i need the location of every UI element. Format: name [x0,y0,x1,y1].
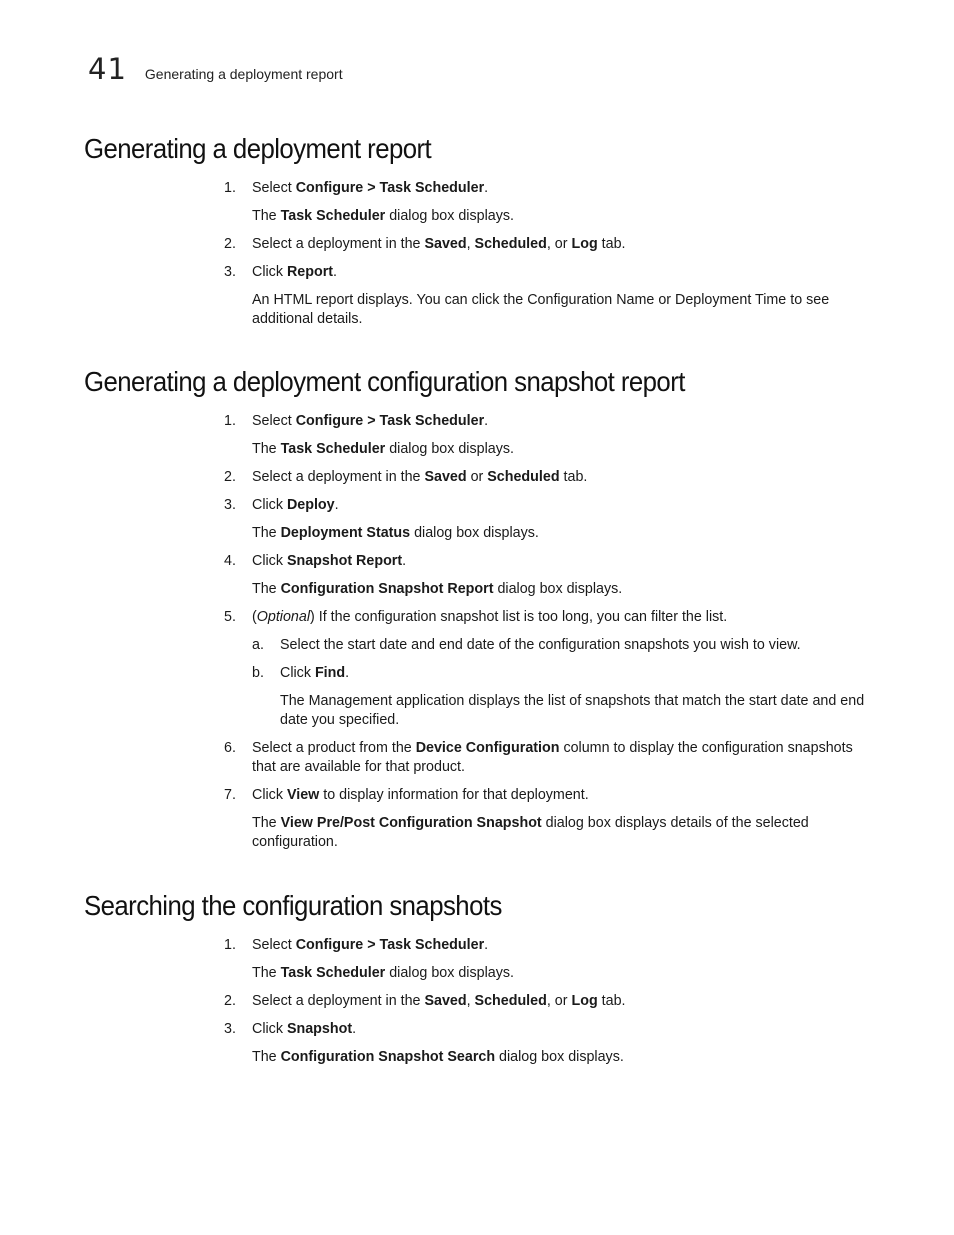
step-item: 3. Click Snapshot. [224,1021,357,1037]
step-item: 2. Select a deployment in the Saved, Scheduled, or Log tab. [224,993,626,1009]
step-item: 3. Click Report. [224,264,338,280]
step-item: 1. Select Configure > Task Scheduler. [224,180,489,196]
substep-item: b. Click Find. [252,665,350,681]
step-note: The Configuration Snapshot Report dialog box displays. [252,581,623,597]
step-note: The View Pre/Post Configuration Snapshot dialog box displays details of the selected configuration. [252,815,809,850]
substep-note: The Management application displays the list of snapshots that match the start date and end date you specified. [280,693,865,728]
running-title: Generating a deployment report [144,66,343,82]
section-title: Generating a deployment report [84,133,432,164]
step-item: 7. Click View to display information for that deployment. [224,787,589,803]
step-note: The Configuration Snapshot Search dialog box displays. [252,1049,624,1065]
section-title: Generating a deployment configuration snapshot report [84,366,685,397]
step-note: The Deployment Status dialog box displays. [252,525,539,541]
step-note: An HTML report displays. You can click the Configuration Name or Deployment Time to see additional details. [252,292,830,327]
step-item: 5. (Optional) If the configuration snapshot list is too long, you can filter the list. [224,609,728,625]
step-list [224,936,874,1067]
step-note: The Task Scheduler dialog box displays. [252,965,514,981]
step-item: 2. Select a deployment in the Saved or Scheduled tab. [224,469,588,485]
step-item: 1. Select Configure > Task Scheduler. [224,937,489,953]
step-note: The Task Scheduler dialog box displays. [252,208,514,224]
chapter-number: 41 [88,52,127,86]
substep-item: a. Select the start date and end date of the configuration snapshots you wish to view. [252,637,801,653]
section-title: Searching the configuration snapshots [84,890,502,921]
step-note: The Task Scheduler dialog box displays. [252,441,514,457]
step-list [224,179,874,329]
step-item: 4. Click Snapshot Report. [224,553,407,569]
page-header [88,52,343,86]
section-search-snapshots [84,890,874,1076]
step-item: 2. Select a deployment in the Saved, Scheduled, or Log tab. [224,236,626,252]
section-deployment-report [84,133,874,338]
step-list [224,412,874,852]
section-snapshot-report [84,366,874,861]
step-item: 6. Select a product from the Device Configuration column to display the configuration snapshots that are available for that product. [224,740,853,775]
step-item: 1. Select Configure > Task Scheduler. [224,413,489,429]
step-item: 3. Click Deploy. [224,497,339,513]
